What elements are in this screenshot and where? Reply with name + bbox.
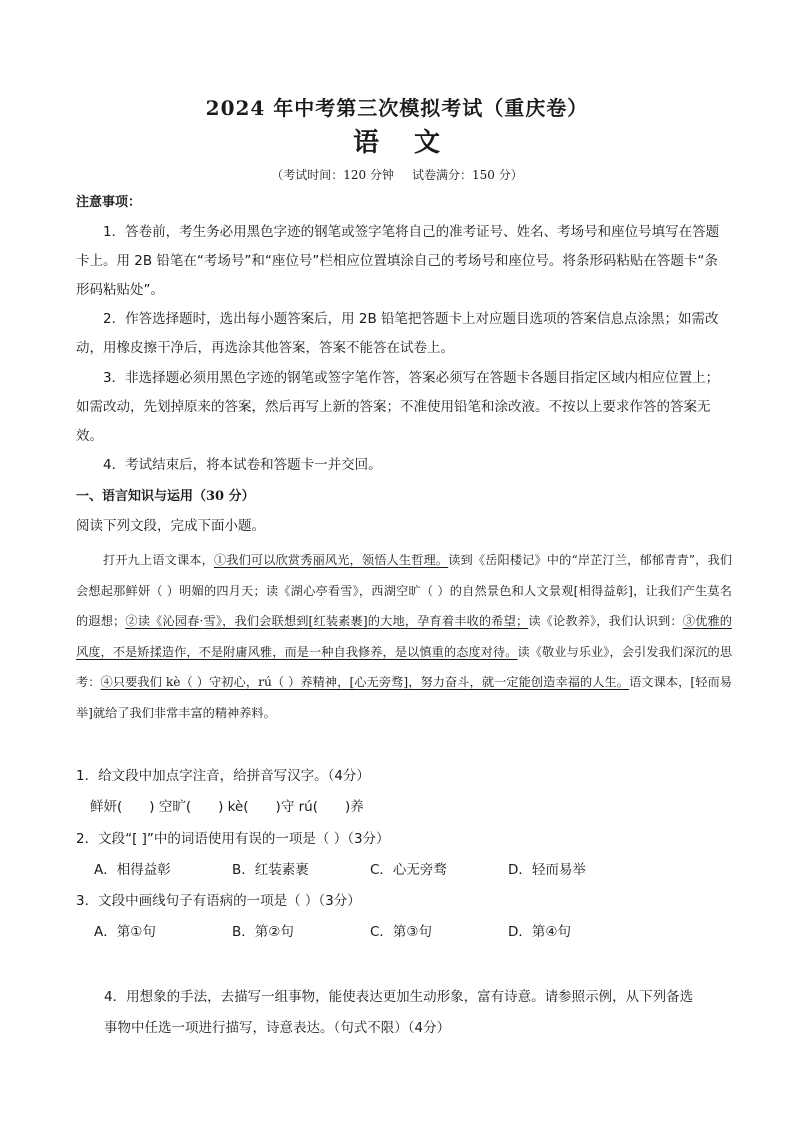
notice-item-2: 2．作答选择题时，选出每小题答案后，用 2B 铅笔把答题卡上对应题目选项的答案信息点涂黑；如需改动，用橡皮擦干净后，再选涂其他答案，答案不能答在试卷上。: [76, 311, 719, 356]
section-heading: 一、语言知识与运用（30 分）: [76, 489, 255, 504]
passage-part-1: 打开九上语文课本，: [103, 553, 214, 567]
question-4-line-1: 4．用想象的手法，去描写一组事物，能使表达更加生动形象，富有诗意。请参照示例，从下列备选: [104, 989, 694, 1005]
underlined-sentence-1: ①我们可以欣赏秀丽风光，领悟人生哲理。: [213, 553, 449, 567]
reading-passage: [76, 545, 732, 728]
q2-option-b: B．红装素裹: [232, 862, 309, 878]
question-3-options: [94, 919, 646, 945]
subject-heading: [0, 122, 794, 159]
passage-part-3: 读《论教养》，我们认识到：: [528, 614, 683, 628]
passage-part-5: 语文课本，[轻而易举]就给了我们非常丰富的精神养料。: [76, 675, 732, 720]
question-2-options: [94, 857, 646, 883]
q2-option-a: A．相得益彰: [94, 862, 171, 878]
notice-heading: 注意事项：: [76, 195, 142, 210]
passage-part-2: 读到《岳阳楼记》中的“岸芷汀兰，郁郁青青”，我们会想起那鲜妍（ ）明媚的四月天；读《湖心亭看雪》，西湖空旷（ ）的自然景色和人文景观[相得益彰]，让我们产生莫名的遐想；: [76, 553, 733, 628]
q3-option-b: B．第②句: [232, 924, 294, 940]
q3-option-c: C．第③句: [370, 924, 433, 940]
section-instruction: 阅读下列文段，完成下面小题。: [76, 518, 265, 534]
question-1: 1．给文段中加点字注音，给拼音写汉字。（4分）: [76, 768, 370, 784]
q3-option-a: A．第①句: [94, 924, 156, 940]
question-3: 3．文段中画线句子有语病的一项是（ ）（3分）: [76, 893, 361, 909]
question-4: [104, 982, 724, 1044]
underlined-sentence-2: ②读《沁园春·雪》，我们会联想到[红装素裹]的大地，孕育着丰收的希望；: [125, 614, 529, 628]
question-2: 2．文段“[ ]”中的词语使用有误的一项是（ ）（3分）: [76, 831, 390, 847]
notice-item-4: 4．考试结束后，将本试卷和答题卡一并交回。: [103, 457, 382, 473]
notice-item-3: 3．非选择题必须用黑色字迹的钢笔或签字笔作答，答案必须写在答题卡各题目指定区域内相应位置上；如需改动，先划掉原来的答案，然后再写上新的答案；不准使用铅笔和涂改液。不按以上要求作答的答案无效。: [76, 370, 720, 444]
q2-option-d: D．轻而易举: [508, 862, 586, 878]
subject-char-2: 文: [414, 128, 442, 158]
question-4-line-2: 事物中任选一项进行描写，诗意表达。（句式不限）（4分）: [104, 1020, 451, 1036]
question-1-blanks: 鲜妍( ) 空旷( ) kè( )守 rú( )养: [90, 799, 364, 815]
exam-score: 试卷满分：150 分）: [412, 168, 523, 182]
underlined-sentence-4: ④只要我们 kè（ ）守初心，rú（ ）养精神，[心无旁骛]，努力奋斗，就一定能创造幸福的人生。: [100, 675, 630, 689]
q2-option-c: C．心无旁骛: [370, 862, 447, 878]
exam-info: [0, 166, 794, 183]
q3-option-d: D．第④句: [508, 924, 571, 940]
underlined-sentence-3: ③优雅的风度，不是矫揉造作，不是附庸风雅，而是一种自我修养，是以慎重的态度对待。: [76, 614, 732, 659]
exam-time: （考试时间：120 分钟: [271, 168, 394, 182]
subject-char-1: 语: [352, 128, 380, 158]
exam-title: 2024 年中考第三次模拟考试（重庆卷）: [205, 96, 589, 120]
passage-part-4: 读《敬业与乐业》，会引发我们深沉的思考：: [76, 644, 733, 689]
notice-item-1: 1．答卷前，考生务必用黑色字迹的钢笔或签字笔将自己的准考证号、姓名、考场号和座位号填写在答题卡上。用 2B 铅笔在“考场号”和“座位号”栏相应位置填涂自己的考场号和座位号。将条形码粘贴在答题卡“条形码粘贴处”。: [76, 224, 720, 298]
